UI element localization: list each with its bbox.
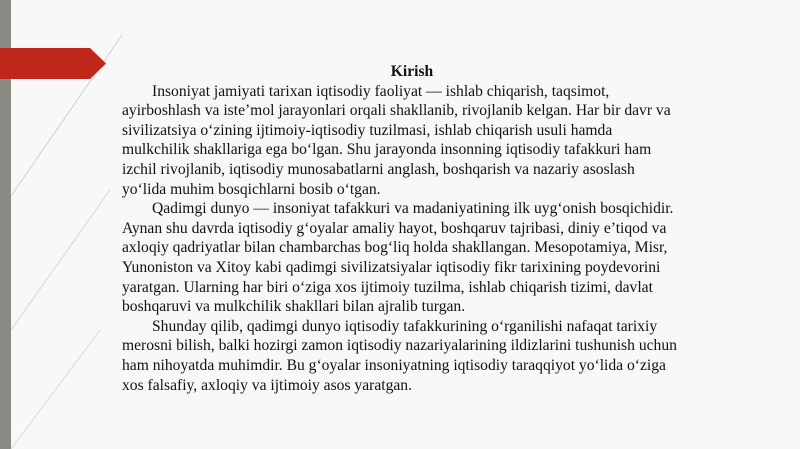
diagonal-line-bottom <box>11 330 100 449</box>
diagonal-line-middle <box>11 190 110 330</box>
document-title: Kirish <box>390 63 434 80</box>
red-ribbon-arrow <box>0 48 106 79</box>
document-body <box>122 62 682 395</box>
paragraph-1: Insoniyat jamiyati tarixan iqtisodiy faoliyat — ishlab chiqarish, taqsimot, ayirboshlash va iste’mol jarayonlari orqali shakllanib, rivojlanib kelgan. Har bir davr va sivilizatsiya o‘zining ijtimoiy-iqtisodiy tuzilmasi, ishlab chiqarish usuli hamda mulkchilik shakllariga ega bo‘lgan. Shu jarayonda insonning iqtisodiy tafakkuri ham izchil rivojlanib, iqtisodiy munosabatlarni anglash, boshqarish va nazariy asoslash yo‘lida muhim bosqichlarni bosib o‘tgan. <box>122 82 671 198</box>
paragraph-3: Shunday qilib, qadimgi dunyo iqtisodiy tafakkurining o‘rganilishi nafaqat tarixiy merosni bilish, balki hozirgi zamon iqtisodiy nazariyalarining ildizlarini tushunish uchun ham nihoyatda muhimdir. Bu g‘oyalar insoniyatning iqtisodiy taraqqiyot yo‘lida o‘ziga xos falsafiy, axloqiy va ijtimoiy asos yaratgan. <box>122 317 677 394</box>
paragraph-2: Qadimgi dunyo — insoniyat tafakkuri va madaniyatining ilk uyg‘onish bosqichidir. Aynan shu davrda iqtisodiy g‘oyalar amaliy hayot, boshqaruv tajribasi, diniy e’tiqod va axloqiy qadriyatlar bilan chambarchas bog‘liq holda shakllangan. Mesopotamiya, Misr, Yunoniston va Xitoy kabi qadimgi sivilizatsiyalar iqtisodiy fikr tarixining poydevorini yaratgan. Ularning har biri o‘ziga xos ijtimoiy tuzilma, ishlab chiqarish tizimi, davlat boshqaruvi va mulkchilik shakllari bilan ajralib turgan. <box>122 200 674 316</box>
